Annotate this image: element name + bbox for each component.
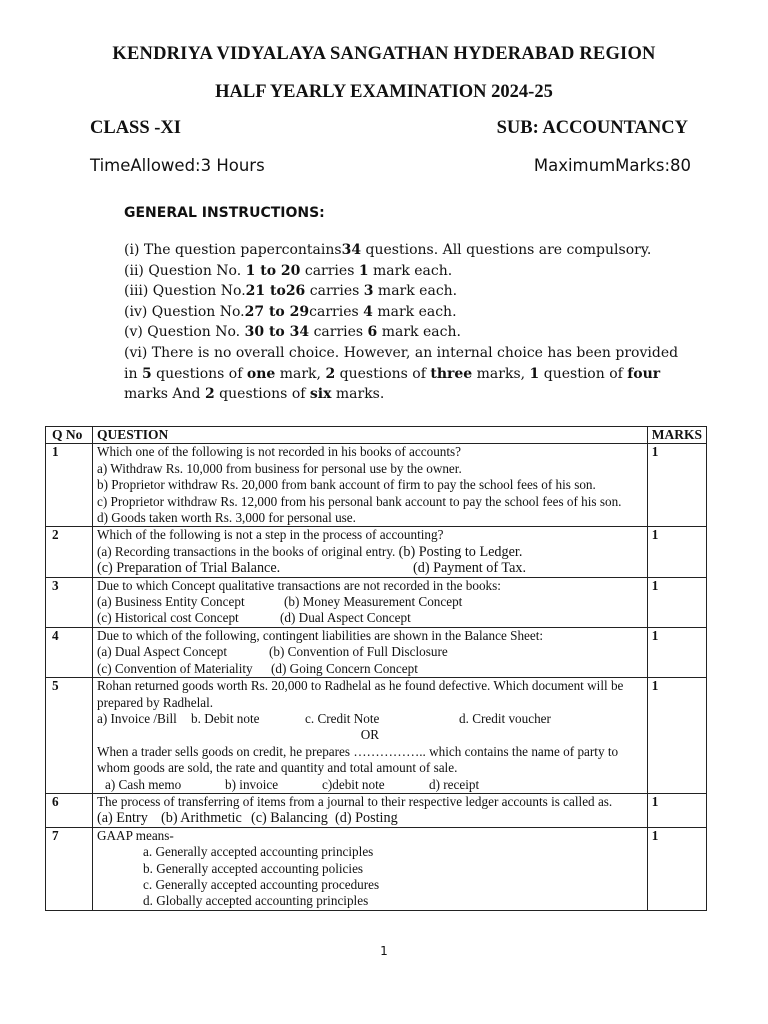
- question-number: 5: [46, 678, 93, 794]
- question-marks: 1: [647, 527, 706, 577]
- exam-title: HALF YEARLY EXAMINATION 2024-25: [215, 82, 553, 102]
- option-c: c. Credit Note: [305, 710, 380, 726]
- time-allowed: TimeAllowed:3 Hours: [90, 156, 265, 175]
- option-b: b. Debit note: [191, 710, 260, 726]
- question-number: 6: [46, 793, 93, 827]
- option-b: (b) Posting to Ledger.: [398, 543, 523, 560]
- table-row: [46, 793, 707, 827]
- option-d: (d) Going Concern Concept: [271, 660, 418, 676]
- class-subject-line: [90, 118, 688, 139]
- table-row: [46, 627, 707, 677]
- table-row: [46, 678, 707, 794]
- question-cell: [93, 577, 648, 627]
- option-d: (d) Dual Aspect Concept: [280, 610, 411, 626]
- question-marks: 1: [647, 627, 706, 677]
- instruction-i: (i) The question papercontains34 questions. All questions are compulsory.: [124, 242, 652, 258]
- option-a: (a) Entry: [97, 810, 148, 827]
- question-marks: 1: [647, 827, 706, 910]
- table-row: [46, 444, 707, 527]
- option-a: (a) Recording transactions in the books of original entry.: [97, 543, 399, 559]
- question-number: 2: [46, 527, 93, 577]
- question-number: 1: [46, 444, 93, 527]
- time-marks-line: [90, 156, 691, 175]
- option-d: d) Goods taken worth Rs. 3,000 for personal use.: [97, 510, 356, 526]
- question-cell: [93, 793, 648, 827]
- option-d: d. Credit voucher: [459, 710, 551, 726]
- question-marks: 1: [647, 793, 706, 827]
- table-row: [46, 577, 707, 627]
- instruction-ii: (ii) Question No. 1 to 20 carries 1 mark each.: [124, 262, 453, 279]
- class-label: CLASS -XI: [90, 118, 181, 138]
- option-d: d. Globally accepted accounting principles: [143, 893, 369, 909]
- question-stem: Which one of the following is not recorded in his books of accounts?: [97, 444, 462, 460]
- question-marks: 1: [647, 444, 706, 527]
- option-c: c. Generally accepted accounting procedures: [143, 876, 380, 892]
- question-stem: Rohan returned goods worth Rs. 20,000 to Radhelal as he found defective. Which document will be prepared by Radhelal.: [97, 678, 624, 710]
- option-c: (c) Historical cost Concept: [97, 610, 239, 626]
- question-cell: [93, 678, 648, 794]
- option-a: a) Withdraw Rs. 10,000 from business for personal use by the owner.: [97, 460, 462, 476]
- instructions-title: GENERAL INSTRUCTIONS:: [124, 205, 325, 221]
- question-stem: The process of transferring of items from a journal to their respective ledger accounts is called as.: [97, 793, 613, 809]
- option-b: (b) Convention of Full Disclosure: [269, 644, 448, 660]
- option-c: (c) Preparation of Trial Balance.: [97, 560, 281, 577]
- question-cell: [93, 444, 648, 527]
- question-number: 3: [46, 577, 93, 627]
- question-cell: [93, 827, 648, 910]
- table-row: [46, 827, 707, 910]
- question-stem: GAAP means-: [97, 827, 174, 843]
- alt-option-b: b) invoice: [225, 776, 279, 792]
- option-a: (a) Business Entity Concept: [97, 594, 245, 610]
- option-c: (c) Convention of Materiality: [97, 660, 253, 676]
- page-number: 1: [380, 944, 388, 958]
- option-b: b. Generally accepted accounting policies: [143, 860, 364, 876]
- option-a: a) Invoice /Bill: [97, 710, 177, 726]
- questions-table: [45, 426, 707, 911]
- option-c: c) Proprietor withdraw Rs. 12,000 from his personal bank account to pay the school fees of his son.: [97, 493, 622, 509]
- question-marks: 1: [647, 678, 706, 794]
- maximum-marks: MaximumMarks:80: [533, 156, 691, 175]
- question-stem: Due to which Concept qualitative transactions are not recorded in the books:: [97, 577, 501, 593]
- question-number: 7: [46, 827, 93, 910]
- table-row: [46, 527, 707, 577]
- column-header-marks: MARKS: [647, 427, 706, 444]
- or-separator: OR: [360, 727, 380, 743]
- alt-option-c: c)debit note: [322, 776, 385, 792]
- instruction-iv: (iv) Question No.27 to 29carries 4 mark each.: [124, 303, 457, 320]
- alt-option-d: d) receipt: [429, 776, 480, 792]
- question-stem: Due to which of the following, contingent liabilities are shown in the Balance Sheet:: [97, 627, 544, 643]
- instruction-iii: (iii) Question No.21 to26 carries 3 mark each.: [124, 283, 458, 300]
- alt-option-a: a) Cash memo: [105, 776, 182, 792]
- option-a: (a) Dual Aspect Concept: [97, 644, 228, 660]
- table-header-row: [46, 427, 707, 444]
- option-d: (d) Posting: [335, 810, 398, 827]
- option-c: (c) Balancing: [251, 810, 328, 827]
- organization-title: KENDRIYA VIDYALAYA SANGATHAN HYDERABAD REGION: [112, 44, 656, 64]
- question-cell: [93, 527, 648, 577]
- option-b: b) Proprietor withdraw Rs. 20,000 from bank account of firm to pay the school fees of his son.: [97, 477, 596, 493]
- instruction-vi: (vi) There is no overall choice. However, an internal choice has been provided in 5 questions of one mark, 2 questions of three marks, 1 question of four marks And 2 questions of six marks.: [124, 344, 679, 403]
- instruction-v: (v) Question No. 30 to 34 carries 6 mark each.: [124, 324, 461, 341]
- option-a: a. Generally accepted accounting principles: [143, 844, 374, 860]
- question-stem: Which of the following is not a step in the process of accounting?: [97, 527, 444, 543]
- question-number: 4: [46, 627, 93, 677]
- subject-label: SUB: ACCOUNTANCY: [496, 118, 688, 138]
- question-cell: [93, 627, 648, 677]
- column-header-question: QUESTION: [93, 427, 648, 444]
- option-d: (d) Payment of Tax.: [413, 560, 527, 577]
- option-b: (b) Arithmetic: [161, 810, 242, 827]
- alternative-question-stem: When a trader sells goods on credit, he prepares …………….. which contains the name of party to whom goods are sold, the rate and quantity and total amount of sale.: [97, 743, 619, 776]
- column-header-qno: Q No: [46, 427, 93, 444]
- instructions-list: [124, 240, 684, 405]
- option-b: (b) Money Measurement Concept: [284, 594, 463, 610]
- question-marks: 1: [647, 577, 706, 627]
